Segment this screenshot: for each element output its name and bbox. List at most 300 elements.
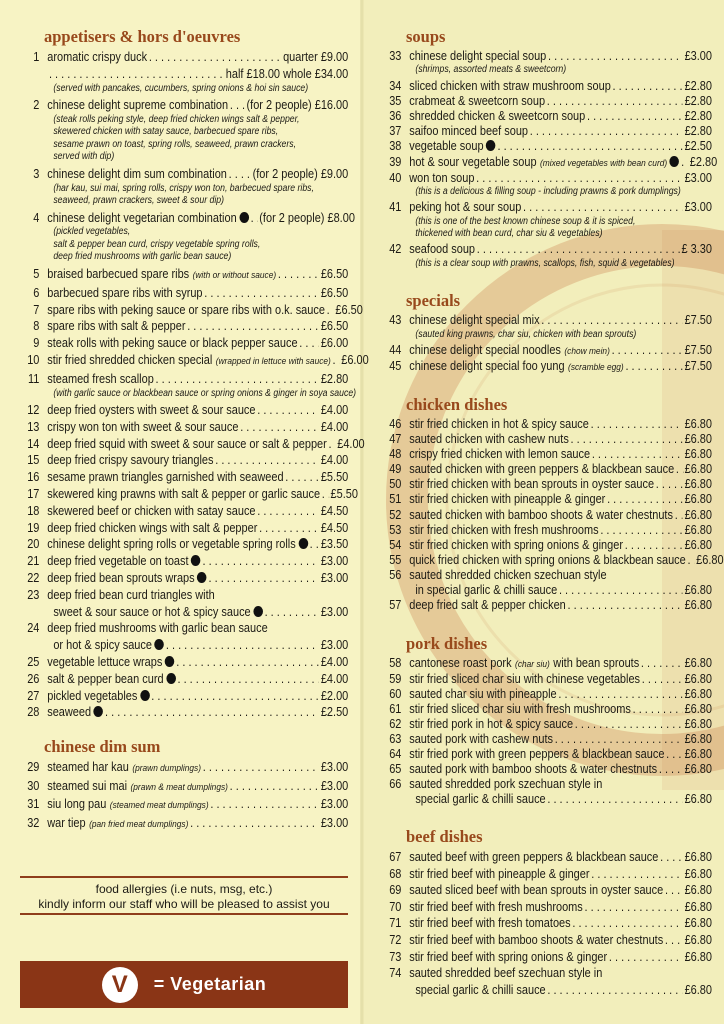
- item-price: £6.80: [684, 417, 712, 431]
- dot-leader: [625, 538, 683, 553]
- dot-leader: [49, 66, 224, 83]
- item-name: stir fried beef with bamboo shoots & water chestnuts: [409, 932, 664, 947]
- item-row: [22, 688, 348, 705]
- item-price: £6.80: [684, 982, 712, 997]
- item-description: [22, 183, 348, 208]
- item-note: (steamed meat dumplings): [109, 800, 209, 812]
- dot-leader: [230, 97, 245, 114]
- item-note: (scramble egg): [568, 362, 624, 374]
- item-name: vegetable soup: [409, 139, 484, 154]
- item-row: [384, 932, 712, 949]
- dot-leader: [666, 747, 683, 762]
- item-number: 72: [389, 932, 402, 947]
- item-number: 71: [389, 916, 402, 931]
- dot-leader: [202, 553, 319, 570]
- dot-leader: [203, 759, 319, 776]
- item-number: 38: [389, 139, 402, 154]
- dot-leader: [609, 949, 683, 966]
- item-price: £6.80: [684, 916, 712, 931]
- item-name: stir fried chicken with spring onions & ginger: [409, 537, 623, 552]
- item-price: £6.80: [684, 747, 712, 761]
- allergy-line-2: kindly inform our staff who will be pleased to assist you: [38, 897, 330, 911]
- item-name: chinese delight supreme combination: [47, 98, 229, 113]
- item-number: 53: [389, 522, 402, 537]
- item-price: £7.50: [684, 313, 712, 327]
- vegetarian-icon: [166, 673, 176, 684]
- item-number: 22: [27, 571, 40, 586]
- item-row: [22, 520, 348, 537]
- dot-leader: [177, 671, 319, 688]
- dot-leader: [592, 447, 683, 462]
- dot-leader: [591, 866, 683, 883]
- item-name: stir fried sliced char siu with chinese vegetables: [409, 672, 641, 686]
- item-row-continued: [22, 66, 348, 83]
- item-number: 31: [27, 797, 40, 812]
- menu-item: [22, 302, 363, 319]
- item-row: [384, 154, 718, 171]
- item-name: sauted chicken with bamboo shoots & water chestnuts: [409, 507, 673, 522]
- item-description: [22, 387, 357, 401]
- vegetarian-icon: [253, 606, 263, 617]
- item-price: £2.50: [320, 705, 349, 720]
- item-row: [22, 452, 348, 469]
- item-name: stir fried chicken with pineapple & ginger: [409, 492, 606, 507]
- item-number: 65: [389, 762, 402, 776]
- dot-leader: [625, 359, 682, 375]
- item-row: [384, 200, 712, 215]
- item-price: £6.80: [684, 899, 712, 914]
- item-row: [22, 654, 348, 671]
- item-description: [384, 216, 712, 241]
- vegetarian-icon: [94, 706, 104, 717]
- item-name: sliced chicken with straw mushroom soup: [409, 78, 611, 93]
- menu-item: [384, 656, 712, 672]
- item-row: [22, 419, 348, 436]
- vegetarian-icon: [486, 140, 496, 151]
- item-name: sauted chicken with cashew nuts: [409, 432, 569, 447]
- menu-item: [384, 747, 712, 762]
- item-note: (wrapped in lettuce with sauce): [215, 355, 331, 367]
- dot-leader: [215, 452, 319, 469]
- item-row: [384, 777, 712, 792]
- menu-item: [384, 687, 712, 702]
- item-name: deep fried squid with sweet & sour sauce or salt & pepper: [47, 436, 327, 451]
- item-price: £7.50: [684, 342, 712, 357]
- item-row: [22, 570, 348, 587]
- item-row: [384, 656, 712, 672]
- item-number: 3: [33, 166, 40, 181]
- item-name: sauted char siu with pineapple: [409, 687, 557, 701]
- description-line: (this is a clear soup with prawns, scallops, fish, squid & vegetables): [415, 257, 675, 269]
- description-line: (steak rolls peking style, deep fried chicken wings salt & pepper,: [53, 113, 300, 125]
- vegetarian-icon: [239, 212, 249, 223]
- item-name-cont: with bean sprouts: [553, 656, 640, 670]
- menu-item: [22, 587, 348, 621]
- item-price: £4.50: [320, 520, 349, 535]
- item-number: 50: [389, 477, 402, 492]
- item-number: 37: [389, 124, 402, 139]
- item-name: deep fried oysters with sweet & sour sauce: [47, 403, 256, 418]
- item-name: seaweed: [47, 705, 92, 720]
- item-name: war tiep: [47, 816, 86, 831]
- item-price: £2.80: [684, 93, 712, 108]
- menu-item: [384, 447, 712, 462]
- item-number: 28: [27, 705, 40, 720]
- item-note: (mixed vegetables with bean curd): [540, 157, 668, 169]
- menu-item: [384, 915, 712, 932]
- item-row: [384, 702, 712, 717]
- item-price: £3.00: [320, 571, 349, 586]
- menu-item: [384, 477, 712, 492]
- dot-leader: [204, 285, 319, 302]
- item-name: chinese delight special mix: [409, 313, 540, 327]
- dot-leader: [105, 704, 319, 721]
- dot-leader: [681, 155, 688, 170]
- menu-item: [22, 671, 348, 688]
- item-row: [22, 335, 348, 352]
- item-number: 58: [389, 656, 402, 670]
- item-description: [22, 226, 348, 264]
- item-price: £6.80: [684, 672, 712, 686]
- item-name: steamed har kau: [47, 760, 129, 774]
- menu-item: [22, 285, 348, 302]
- item-name: sauted shredded pork szechuan style in: [409, 777, 603, 791]
- section-beef: [384, 827, 724, 998]
- item-row: [384, 447, 712, 462]
- item-number: 68: [389, 866, 402, 881]
- menu-item: [384, 552, 724, 568]
- item-name: sauted shredded beef szechuan style in: [409, 966, 603, 981]
- item-price: £ 3.30: [681, 242, 712, 257]
- item-number: 24: [27, 621, 40, 636]
- item-number: 59: [389, 672, 402, 686]
- dot-leader: [476, 171, 683, 186]
- item-number: 49: [389, 462, 402, 477]
- dot-leader: [257, 402, 319, 419]
- item-price: quarter £9.00: [283, 50, 349, 64]
- item-row: [384, 538, 712, 553]
- dot-leader: [530, 124, 683, 139]
- item-description: [384, 329, 712, 341]
- item-number: 12: [27, 403, 40, 418]
- dot-leader: [572, 915, 682, 932]
- description-line: thickened with bean curd, char siu & vegetables): [415, 228, 603, 240]
- vegetarian-icon: [191, 555, 201, 566]
- menu-item: [384, 313, 712, 341]
- menu-item: [384, 777, 712, 807]
- description-line: (sauted king prawns, char siu, chicken with bean sprouts): [415, 328, 637, 340]
- item-price: £5.50: [320, 470, 349, 485]
- dot-leader: [541, 313, 683, 329]
- allergy-line-1: food allergies (i.e nuts, msg, etc.): [95, 882, 273, 896]
- item-name: quick fried chicken with spring onions & blackbean sauce: [409, 552, 686, 567]
- item-note: (chow mein): [564, 345, 610, 357]
- dot-leader: [548, 49, 683, 64]
- item-name: salt & pepper bean curd: [47, 671, 164, 686]
- menu-item: [384, 598, 712, 613]
- menu-item: [384, 200, 712, 240]
- item-row: [384, 417, 712, 432]
- item-row: [22, 318, 348, 335]
- item-number: 27: [27, 688, 40, 703]
- item-name: hot & sour vegetable soup: [409, 154, 537, 169]
- menu-item: [22, 520, 348, 537]
- item-row: [22, 402, 348, 419]
- item-note: (with or without sauce): [192, 269, 277, 281]
- item-name: peking hot & sour soup: [409, 200, 522, 215]
- item-price: £4.00: [320, 453, 349, 468]
- item-price: £6.80: [684, 537, 712, 552]
- vegetarian-icon: [298, 538, 308, 549]
- item-price: £4.00: [320, 655, 349, 670]
- item-row: [384, 508, 712, 523]
- item-name: siu long pau: [47, 797, 107, 812]
- item-row: [22, 352, 369, 371]
- item-price: £6.80: [684, 656, 712, 670]
- item-name: crispy fried chicken with lemon sauce: [409, 447, 591, 462]
- menu-item: [384, 899, 712, 916]
- menu-item: [384, 508, 712, 523]
- item-number: 64: [389, 747, 402, 761]
- item-row: [384, 139, 712, 154]
- item-row-continued: [22, 637, 348, 654]
- item-name: vegetable lettuce wraps: [47, 655, 163, 670]
- item-number: 67: [389, 850, 402, 864]
- item-number: 36: [389, 109, 402, 124]
- vegetarian-icon: [155, 639, 165, 650]
- item-number: 4: [33, 210, 40, 225]
- item-note: (prawn & meat dumplings): [130, 781, 228, 793]
- item-price: £4.50: [320, 503, 349, 518]
- menu-item: [384, 672, 712, 687]
- item-name: sauted pork with cashew nuts: [409, 732, 553, 746]
- section-heading: soups: [406, 27, 446, 46]
- menu-item: [384, 762, 712, 777]
- item-name-cont: or hot & spicy sauce: [53, 638, 152, 653]
- dot-leader: [558, 687, 682, 702]
- dot-leader: [571, 432, 683, 447]
- description-line: (served with pancakes, cucumbers, spring onions & hoi sin sauce): [53, 82, 309, 94]
- item-price: £2.00: [320, 688, 349, 703]
- menu-item: [22, 266, 348, 285]
- menu-item: [22, 759, 348, 778]
- item-number: 74: [389, 966, 402, 981]
- item-price: £2.50: [684, 139, 712, 154]
- item-number: 62: [389, 717, 402, 731]
- item-row: [384, 687, 712, 702]
- vegetarian-icon: [197, 572, 207, 583]
- menu-item: [22, 654, 348, 671]
- item-price: £3.00: [684, 49, 712, 63]
- dot-leader: [299, 335, 319, 352]
- item-row: [384, 124, 712, 139]
- item-row: [384, 79, 712, 94]
- section-chicken: [384, 395, 724, 613]
- item-price: £6.80: [684, 687, 712, 701]
- item-name: stir fried chicken with bean sprouts in oyster sauce: [409, 477, 655, 492]
- item-row: [22, 166, 348, 183]
- item-row: [22, 704, 348, 721]
- menu-item: [384, 139, 712, 154]
- item-number: 46: [389, 417, 402, 431]
- item-row: [384, 717, 712, 732]
- item-row: [384, 849, 712, 866]
- item-row: [22, 778, 348, 797]
- item-name: steak rolls with peking sauce or black pepper sauce: [47, 336, 298, 351]
- dot-leader: [591, 417, 683, 432]
- item-price: £6.80: [684, 866, 712, 881]
- item-row: [384, 882, 712, 899]
- menu-item: [384, 523, 712, 538]
- description-line: sesame prawn on toast, spring rolls, seaweed, prawn crackers,: [53, 138, 297, 150]
- menu-item: [384, 124, 712, 139]
- vegetarian-label: = Vegetarian: [153, 974, 267, 994]
- menu-item: [384, 702, 712, 717]
- item-row-continued: [384, 792, 712, 807]
- item-number: 44: [389, 342, 402, 357]
- dot-leader: [310, 536, 319, 553]
- menu-item: [22, 371, 357, 400]
- item-price: £6.80: [684, 492, 712, 507]
- item-name: chinese delight special foo yung: [409, 359, 565, 374]
- menu-item: [384, 79, 712, 94]
- vegetarian-icon: [670, 156, 680, 167]
- item-note: (prawn dumplings): [132, 763, 201, 774]
- menu-item: [384, 359, 712, 376]
- dot-leader: [176, 654, 319, 671]
- item-price: £3.50: [320, 537, 349, 552]
- menu-item: [384, 965, 712, 998]
- item-number: 57: [389, 598, 402, 613]
- dot-leader: [547, 982, 682, 999]
- item-number: 54: [389, 537, 402, 552]
- item-number: 21: [27, 554, 40, 569]
- menu-item: [384, 49, 712, 77]
- item-name: sauted pork with bamboo shoots & water chestnuts: [409, 762, 658, 776]
- section-pork: [384, 634, 724, 807]
- item-row: [384, 94, 712, 109]
- item-number: 70: [389, 899, 402, 914]
- item-row: [22, 210, 355, 227]
- item-row: [22, 620, 348, 637]
- menu-item: [22, 536, 348, 553]
- item-row-continued: [384, 982, 712, 999]
- item-row: [22, 436, 365, 453]
- dot-leader: [641, 656, 683, 671]
- item-price: £4.00: [320, 403, 349, 418]
- item-number: 66: [389, 777, 402, 791]
- item-price: £2.80: [684, 109, 712, 124]
- item-row: [384, 523, 712, 538]
- item-description: [384, 258, 712, 270]
- item-row: [22, 553, 348, 570]
- dot-leader: [285, 469, 319, 486]
- item-price: £6.50: [320, 266, 349, 281]
- dot-leader: [210, 796, 319, 813]
- dot-leader: [265, 604, 320, 621]
- menu-item: [22, 402, 348, 419]
- menu-item: [22, 318, 348, 335]
- item-number: 1: [33, 50, 40, 64]
- dot-leader: [633, 702, 683, 717]
- item-number: 41: [389, 200, 402, 215]
- item-name: chinese delight spring rolls or vegetable spring rolls: [47, 537, 296, 552]
- vegetarian-legend: [20, 961, 348, 1008]
- item-row: [22, 671, 348, 688]
- dot-leader: [585, 899, 683, 916]
- item-number: 10: [27, 352, 40, 367]
- dot-leader: [547, 94, 683, 109]
- item-price: £6.80: [684, 447, 712, 462]
- description-line: skewered chicken with satay sauce, barbecued spare ribs,: [53, 126, 279, 138]
- item-row: [384, 109, 712, 124]
- dot-leader: [251, 210, 258, 227]
- item-price: (for 2 people) £9.00: [252, 166, 349, 181]
- dot-leader: [278, 266, 319, 283]
- item-price: £6.80: [684, 949, 712, 964]
- item-price: £6.80: [684, 850, 712, 864]
- item-number: 29: [27, 760, 40, 774]
- menu-item: [384, 171, 712, 199]
- item-price: £6.80: [684, 717, 712, 731]
- dot-leader: [587, 109, 683, 124]
- dot-leader: [497, 139, 682, 154]
- menu-item: [22, 419, 348, 436]
- item-number: 52: [389, 507, 402, 522]
- item-price: £2.80: [684, 78, 712, 93]
- item-price: (for 2 people) £8.00: [259, 210, 355, 225]
- item-name: seafood soup: [409, 242, 476, 257]
- item-row-continued: [22, 604, 348, 621]
- item-name: skewered beef or chicken with satay sauce: [47, 503, 256, 518]
- item-number: 32: [27, 816, 40, 831]
- item-price: £6.00: [341, 352, 369, 367]
- item-name: stir fried beef with fresh mushrooms: [409, 899, 583, 914]
- item-price: £2.80: [689, 154, 718, 169]
- menu-item: [22, 352, 369, 371]
- menu-item: [384, 717, 712, 732]
- item-number: 56: [389, 567, 402, 582]
- dot-leader: [656, 477, 683, 492]
- item-number: 25: [27, 655, 40, 670]
- item-name: stir fried pork in hot & spicy sauce: [409, 717, 574, 731]
- item-number: 30: [27, 778, 40, 793]
- menu-item: [384, 732, 712, 747]
- dot-leader: [547, 792, 682, 807]
- item-description: [22, 114, 348, 164]
- item-note: (pan fried meat dumplings): [89, 819, 189, 831]
- item-name: stir fried pork with green peppers & blackbean sauce: [409, 747, 665, 761]
- item-number: 33: [389, 49, 402, 63]
- item-name-cont: special garlic & chilli sauce: [415, 982, 546, 997]
- menu-item: [384, 343, 712, 360]
- item-number: 48: [389, 447, 402, 462]
- dot-leader: [555, 732, 683, 747]
- item-name: chinese delight dim sum combination: [47, 166, 227, 181]
- item-price: (for 2 people) £16.00: [246, 98, 349, 113]
- item-row: [22, 266, 348, 285]
- item-row: [384, 747, 712, 762]
- item-price: £2.80: [320, 371, 349, 386]
- section-heading: beef dishes: [406, 827, 483, 846]
- item-name: won ton soup: [409, 170, 475, 185]
- item-name: stir fried beef with fresh tomatoes: [409, 916, 571, 931]
- item-number: 34: [389, 78, 402, 93]
- section-appetisers: [22, 27, 397, 721]
- item-price: £5.50: [330, 487, 358, 502]
- item-name: steamed sui mai: [47, 778, 128, 793]
- menu-item: [384, 432, 712, 447]
